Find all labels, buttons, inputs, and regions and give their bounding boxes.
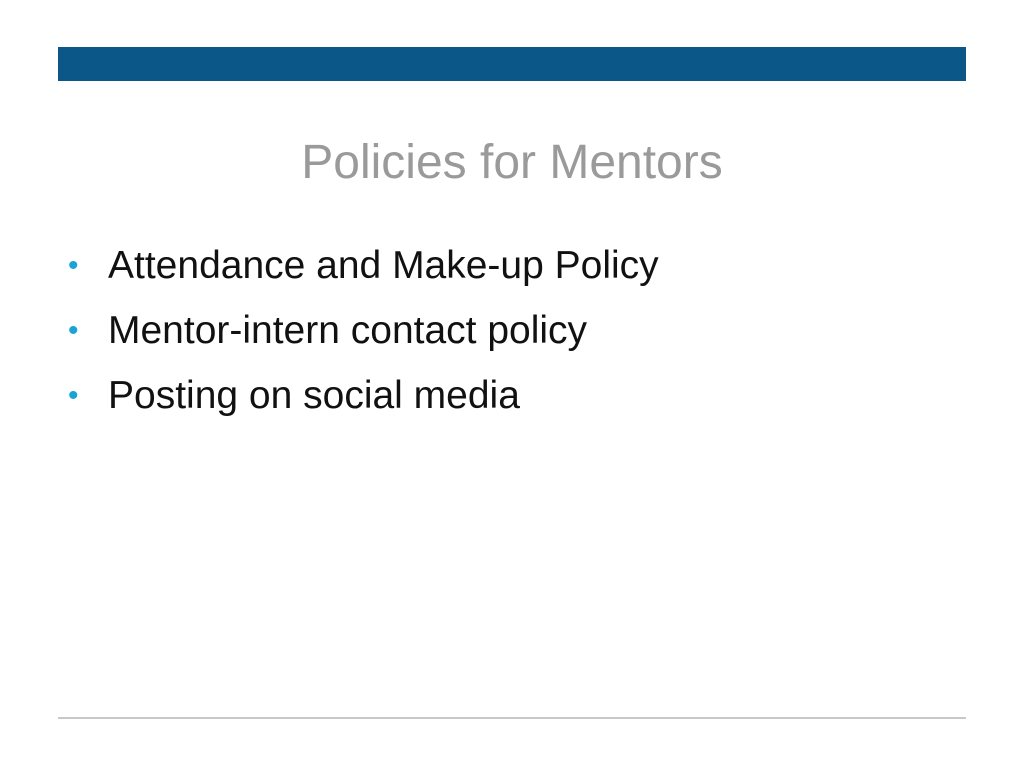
bullet-text: Mentor-intern contact policy [108, 309, 588, 352]
header-accent-bar [58, 47, 966, 81]
bullet-marker: • [68, 379, 79, 412]
bullet-marker: • [68, 249, 79, 282]
footer-divider [58, 717, 966, 719]
bullet-list [68, 236, 948, 431]
bullet-text: Attendance and Make-up Policy [108, 244, 659, 287]
bullet-item [68, 366, 948, 431]
bullet-item [68, 301, 948, 366]
slide-title: Policies for Mentors [301, 136, 723, 189]
bullet-item [68, 236, 948, 301]
bullet-marker: • [68, 314, 79, 347]
bullet-text: Posting on social media [108, 374, 520, 417]
